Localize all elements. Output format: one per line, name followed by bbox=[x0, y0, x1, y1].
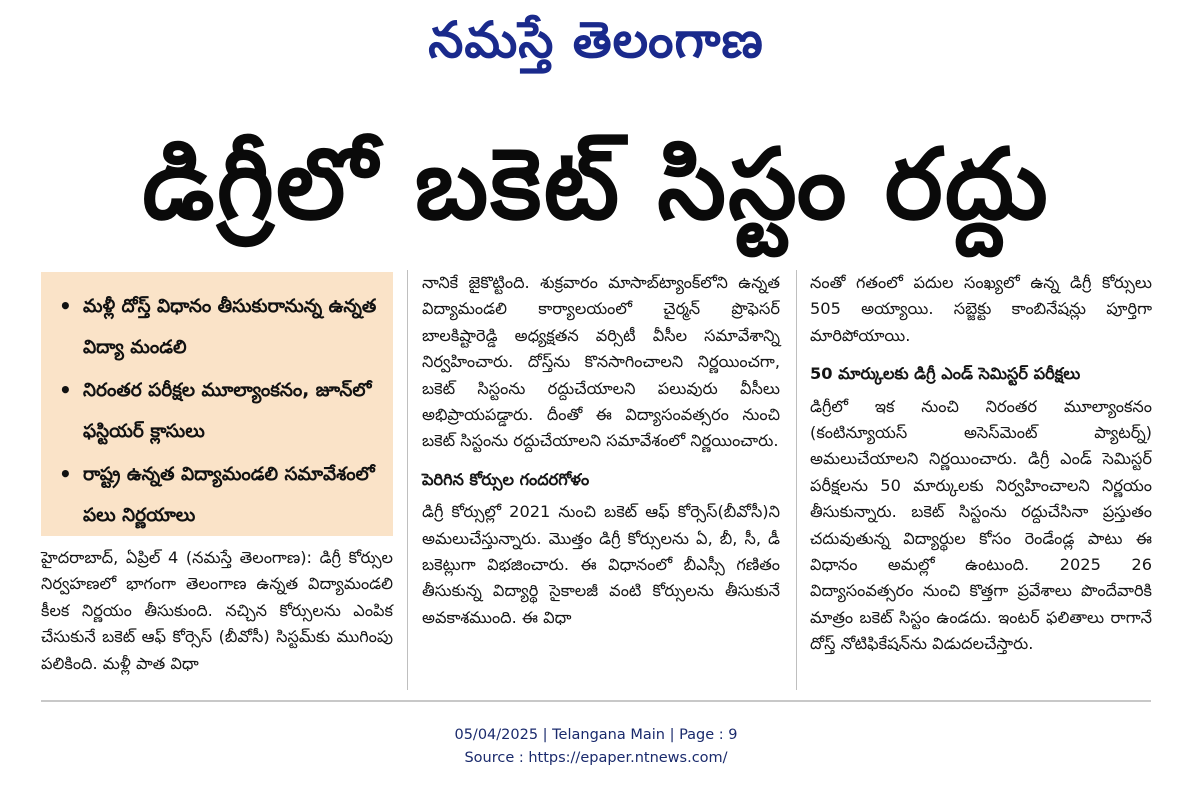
article-paragraph: నంతో గతంలో పదుల సంఖ్యలో ఉన్న డిగ్రీ కోర్సులు 505 అయ్యాయి. సబ్జెక్టు కాంబినేషన్లు పూర్తిగా మారిపోయాయి. bbox=[810, 273, 1152, 345]
footer-divider bbox=[41, 700, 1151, 702]
footer-source-link[interactable]: Source : https://epaper.ntnews.com/ bbox=[464, 750, 728, 766]
article-paragraph: హైదరాబాద్, ఏప్రిల్ 4 (నమస్తే తెలంగాణ): డిగ్రీ కోర్సుల నిర్వహణలో భాగంగా తెలంగాణ ఉన్నత విద్యామండలి కీలక నిర్ణయం తీసుకుంది. నచ్చిన కోర్సులను ఎంపిక చేసుకునే బకెట్ ఆఫ్ కోర్సెస్ (బీవోసీ) సిస్టమ్‌కు ముగింపు పలికింది. మళ్లీ పాత విధా bbox=[41, 548, 393, 673]
column-divider bbox=[796, 270, 797, 690]
bullet-icon: • bbox=[59, 378, 72, 402]
article-headline bbox=[0, 110, 1192, 260]
column-divider bbox=[407, 270, 408, 690]
headline-text: డిగ్రీలో బకెట్ సిస్టం రద్దు bbox=[142, 128, 1050, 242]
article-subheading: 50 మార్కులకు డిగ్రీ ఎండ్ సెమిస్టర్ పరీక్షలు bbox=[810, 364, 1081, 384]
footer-edition-info: 05/04/2025 | Telangana Main | Page : 9 bbox=[454, 727, 738, 743]
highlight-item bbox=[59, 286, 389, 368]
highlight-text: నిరంతర పరీక్షల మూల్యాంకనం, జూన్‌లో ఫస్టియర్ క్లాసులు bbox=[83, 380, 372, 442]
newspaper-masthead bbox=[0, 4, 1192, 76]
highlight-text: మళ్లీ దోస్త్ విధానం తీసుకురానున్న ఉన్నత విద్యా మండలి bbox=[83, 296, 377, 358]
highlight-item bbox=[59, 370, 389, 452]
article-column-2 bbox=[422, 270, 780, 631]
article-subheading: పెరిగిన కోర్సుల గందరగోళం bbox=[422, 469, 590, 489]
article-paragraph: డిగ్రీలో ఇక నుంచి నిరంతర మూల్యాంకనం (కంటిన్యూయస్ అసెస్‌మెంట్ ప్యాటర్న్) అమలుచేయాలని నిర్ణయించారు. డిగ్రీ ఎండ్ సెమిస్టర్ పరీక్షలను 50 మార్కులకు నిర్వహించాలని నిర్ణయం తీసుకున్నారు. బకెట్ సిస్టంను రద్దుచేసినా ప్రస్తుతం చదువుతున్న విద్యార్థుల కోసం రెండేండ్ల పాటు ఈ విధానం అమల్లో ఉంటుంది. 2025 26 విద్యాసంవత్సరం నుంచి కొత్తగా ప్రవేశాలు పొందేవారికి మాత్రం బకెట్ సిస్టం ఉండదు. ఇంటర్ ఫలితాలు రాగానే దోస్త్ నోటిఫికేషన్‌ను విడుదలచేస్తారు. bbox=[810, 396, 1152, 654]
article-paragraph: నానికే జైకొట్టింది. శుక్రవారం మాసాబ్‌ట్యాంక్‌లోని ఉన్నత విద్యామండలి కార్యాలయంలో చైర్మన్ ప్రొఫెసర్ బాలకిష్టారెడ్డి అధ్యక్షతన వర్సిటీ వీసీల సమావేశాన్ని నిర్వహించారు. దోస్త్‌ను కొనసాగించాలని నిర్ణయించగా, బకెట్ సిస్టంను రద్దుచేయాలని పలువురు వీసీలు అభిప్రాయపడ్డారు. దీంతో ఈ విద్యాసంవత్సరం నుంచి బకెట్ సిస్టంను రద్దుచేయాలని సమావేశంలో నిర్ణయించారు. bbox=[422, 273, 780, 451]
article-column-3 bbox=[810, 270, 1152, 658]
article-paragraph: డిగ్రీ కోర్సుల్లో 2021 నుంచి బకెట్ ఆఫ్ కోర్సెస్(బీవోసీ)ని అమలుచేస్తున్నారు. మొత్తం డిగ్రీ కోర్సులను ఏ, బీ, సీ, డీ బకెట్లుగా విభజించారు. ఈ విధానంలో బీఎస్సీ గణితం తీసుకున్న విద్యార్థి సైకాలజీ వంటి కోర్సులను తీసుకునే అవకాశముంది. ఈ విధా bbox=[422, 502, 780, 627]
masthead-title: నమస్తే తెలంగాణ bbox=[428, 11, 764, 69]
bullet-icon: • bbox=[59, 294, 72, 318]
bullet-icon: • bbox=[59, 462, 72, 486]
highlights-box bbox=[41, 272, 393, 536]
article-column-1 bbox=[41, 545, 393, 677]
highlight-item bbox=[59, 454, 389, 536]
highlight-text: రాష్ట్ర ఉన్నత విద్యామండలి సమావేశంలో పలు నిర్ణయాలు bbox=[83, 464, 375, 526]
